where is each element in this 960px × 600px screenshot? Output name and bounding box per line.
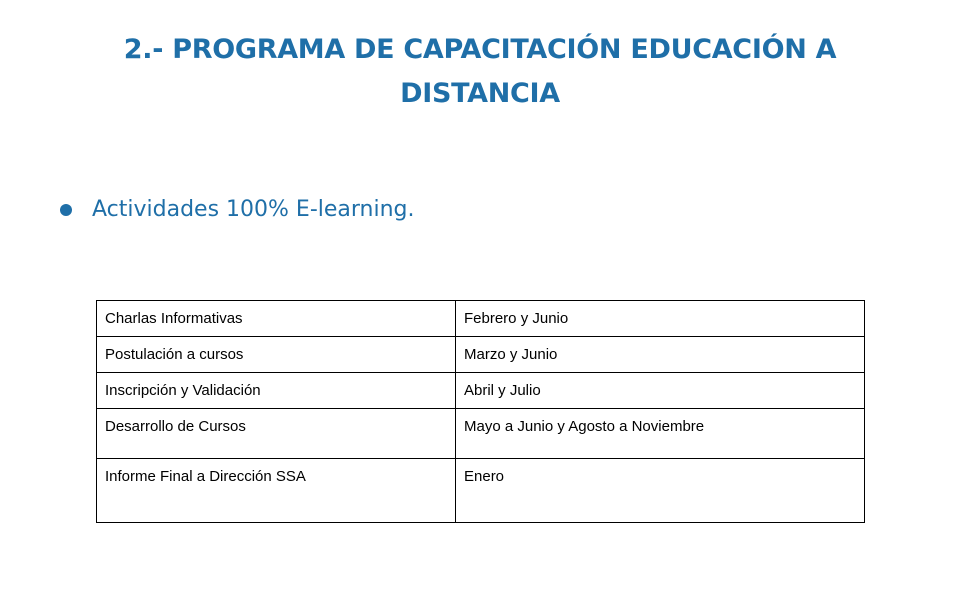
table-row	[97, 409, 865, 459]
period-cell: Abril y Julio	[456, 373, 865, 409]
bullet-item	[60, 190, 415, 230]
activity-cell: Inscripción y Validación	[97, 373, 456, 409]
slide-title	[60, 28, 900, 116]
bullet-text: Actividades 100% E-learning.	[92, 197, 415, 222]
table-row	[97, 459, 865, 523]
title-line-2: DISTANCIA	[400, 78, 560, 109]
activity-cell: Informe Final a Dirección SSA	[97, 459, 456, 523]
period-cell: Marzo y Junio	[456, 337, 865, 373]
table-row	[97, 337, 865, 373]
table-row	[97, 373, 865, 409]
period-cell: Febrero y Junio	[456, 301, 865, 337]
period-cell: Mayo a Junio y Agosto a Noviembre	[456, 409, 865, 459]
table-row	[97, 301, 865, 337]
activity-cell: Charlas Informativas	[97, 301, 456, 337]
schedule-table	[96, 300, 865, 523]
bullet-dot-icon	[60, 204, 72, 216]
title-line-1: 2.- PROGRAMA DE CAPACITACIÓN EDUCACIÓN A	[123, 34, 837, 65]
activity-cell: Postulación a cursos	[97, 337, 456, 373]
activity-cell: Desarrollo de Cursos	[97, 409, 456, 459]
period-cell: Enero	[456, 459, 865, 523]
